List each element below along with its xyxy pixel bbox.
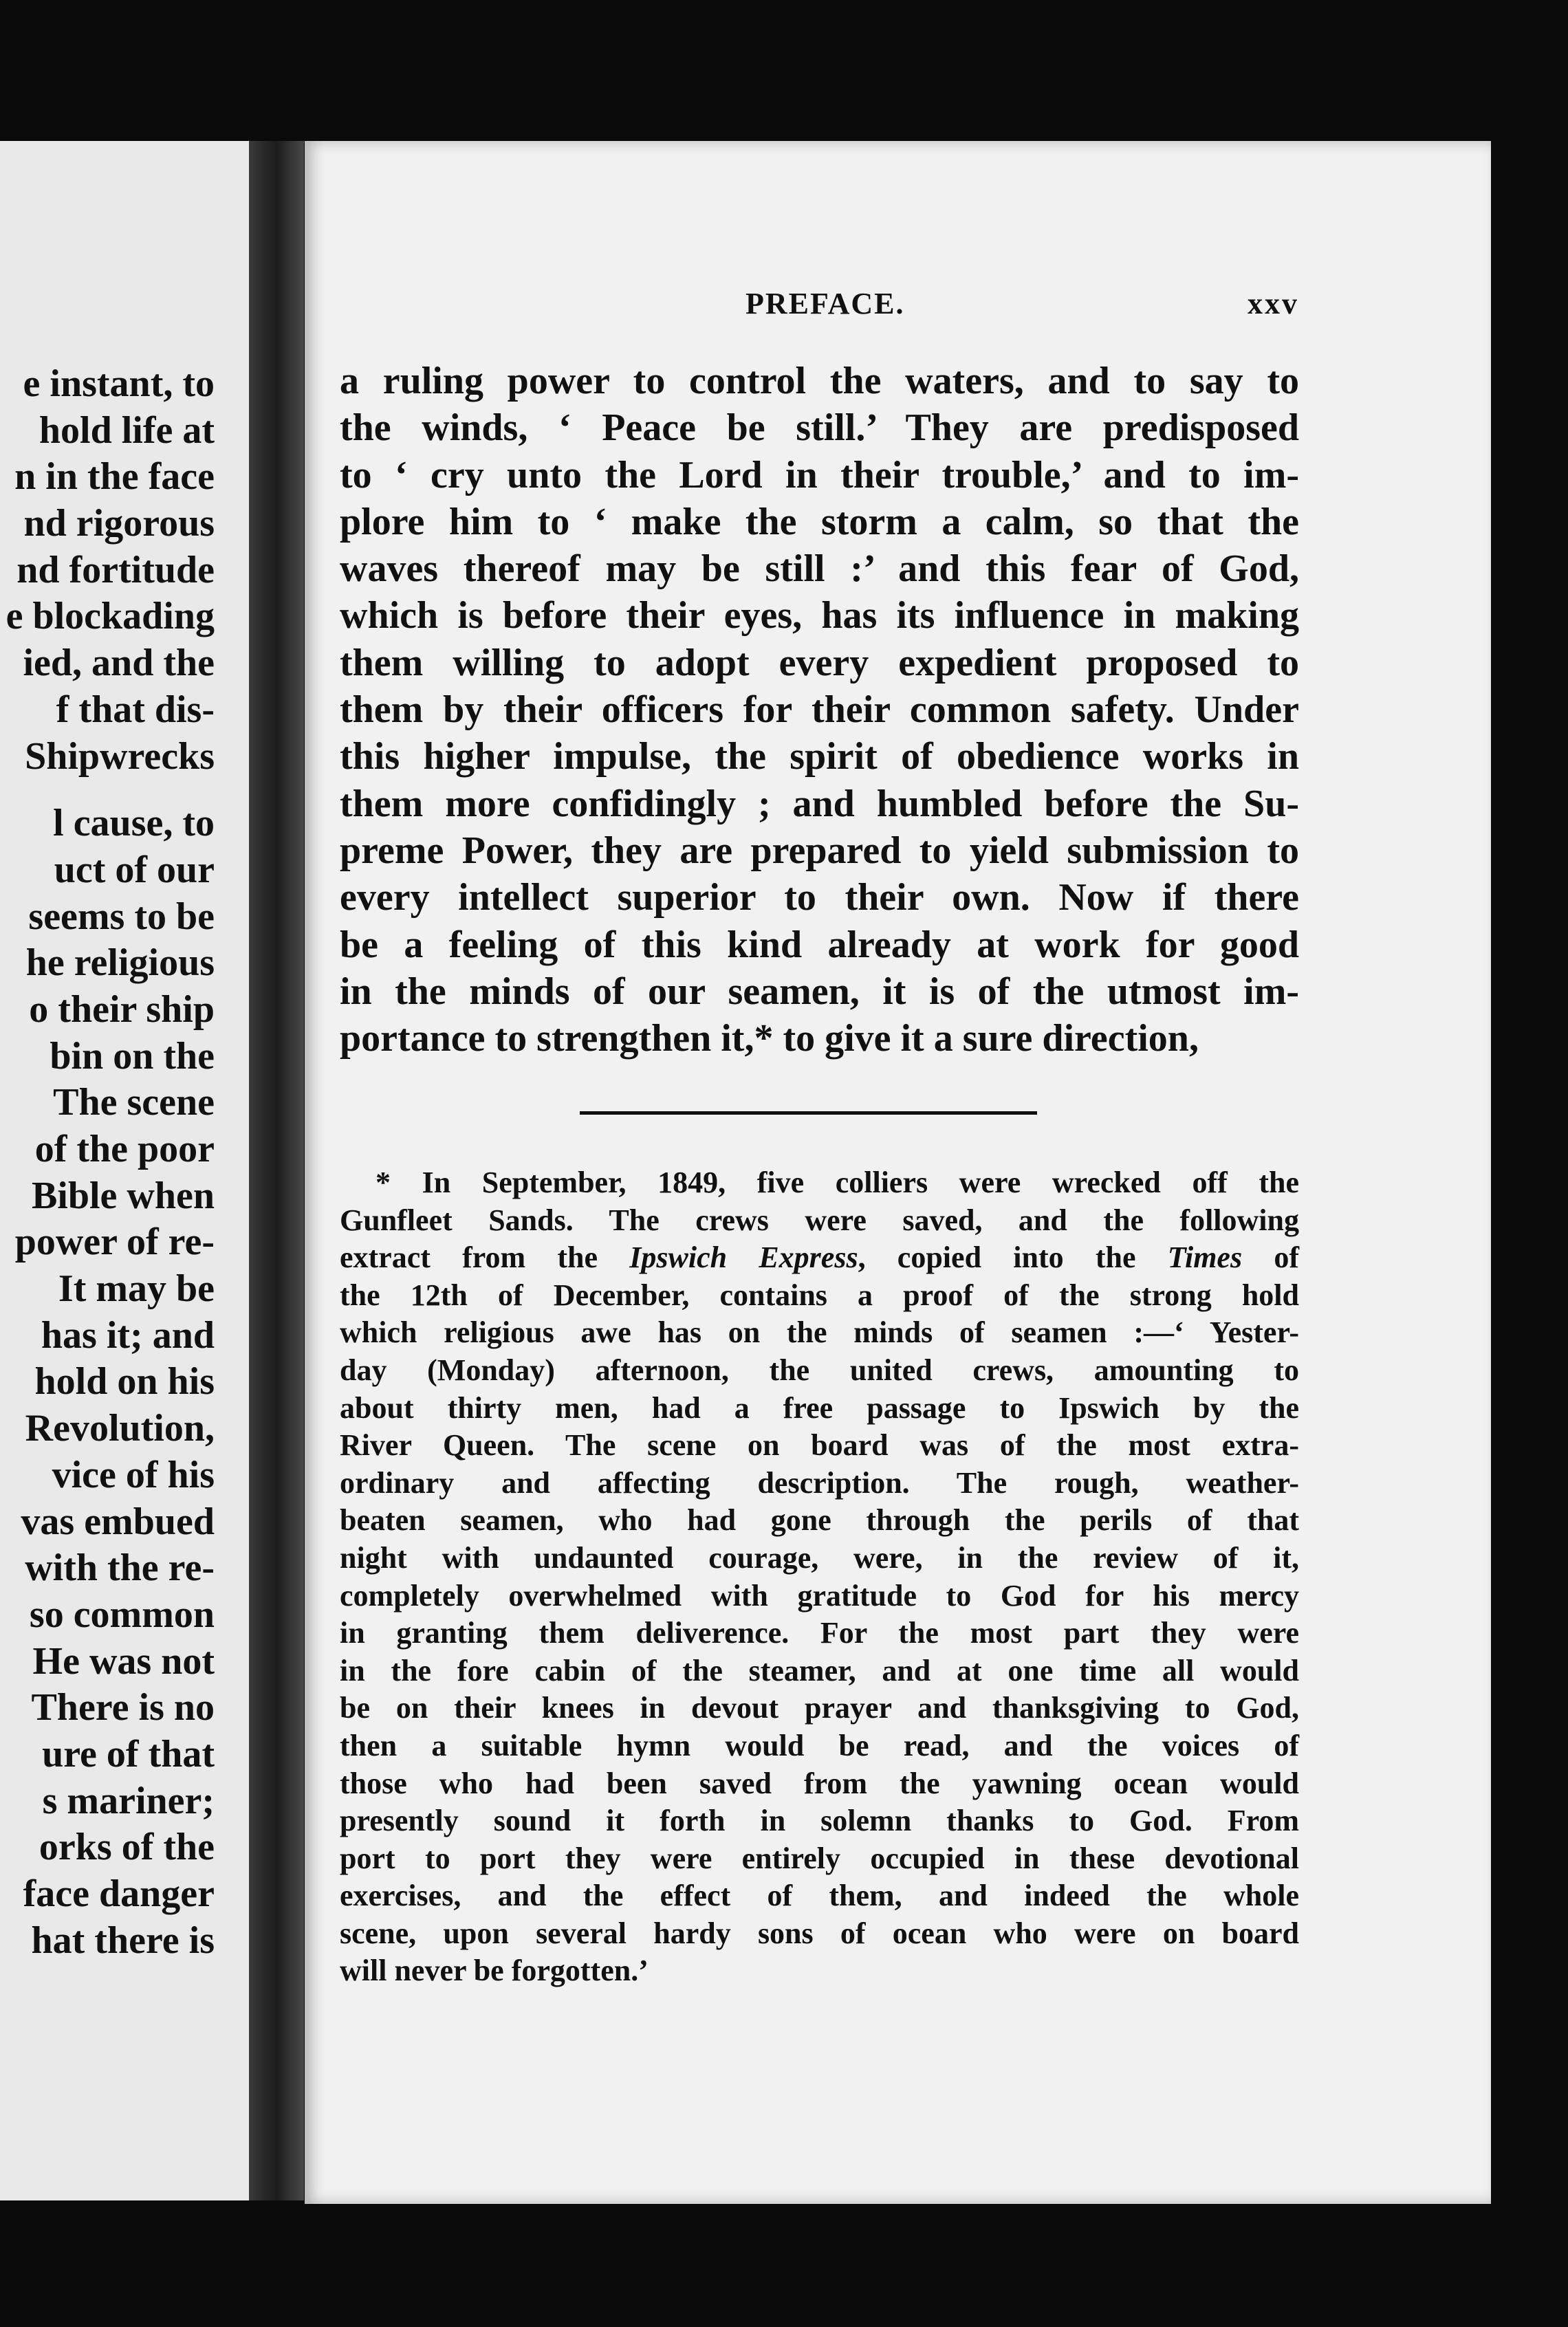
footnote-text: , copied into the: [858, 1241, 1168, 1275]
footnote-line: which religious awe has on the minds of seamen :—‘ Yester-: [340, 1315, 1299, 1350]
left-page-line: There is no: [31, 1686, 215, 1729]
left-page-line: Shipwrecks: [25, 734, 215, 778]
left-page-line: has it; and: [41, 1313, 215, 1357]
text-line: them willing to adopt every expedient proposed to: [340, 641, 1299, 684]
text-line: a ruling power to control the waters, and to say to: [340, 360, 1299, 402]
footnote-line: scene, upon several hardy sons of ocean who were on board: [340, 1916, 1299, 1950]
left-page-line: ied, and the: [23, 642, 215, 685]
newspaper-title: Times: [1167, 1241, 1243, 1275]
footnote-line: in the fore cabin of the steamer, and at one time all would: [340, 1653, 1299, 1687]
left-page-line: orks of the: [39, 1826, 215, 1869]
footnote-line: be on their knees in devout prayer and thanksgiving to God,: [340, 1691, 1299, 1725]
main-text: [340, 358, 1299, 1062]
left-page-line: of the poor: [34, 1128, 215, 1170]
text-line: them by their officers for their common safety. Under: [340, 688, 1299, 732]
left-page-line: bin on the: [50, 1034, 215, 1078]
text-line: preme Power, they are prepared to yield submission to: [340, 829, 1299, 872]
text-line: be a feeling of this kind already at work for good: [340, 923, 1299, 966]
footnote-line: beaten seamen, who had gone through the perils of that: [340, 1503, 1299, 1538]
left-page-line: It may be: [58, 1267, 215, 1311]
footnote-continued: [340, 1277, 1299, 1990]
left-page-line: hold life at: [39, 408, 215, 452]
text-line: which is before their eyes, has its influence in making: [340, 594, 1299, 637]
footnote-line: completely overwhelmed with gratitude to God for his mercy: [340, 1578, 1299, 1613]
footnote-text: of: [1242, 1241, 1299, 1275]
left-page-line: so common: [29, 1593, 215, 1636]
left-page-line: nd fortitude: [17, 548, 215, 591]
footnote-line: about thirty men, had a free passage to Ipswich by the: [340, 1390, 1299, 1425]
footnote-line: ordinary and affecting description. The rough, weather-: [340, 1465, 1299, 1500]
footnote-line: night with undaunted courage, were, in the review of it,: [340, 1540, 1299, 1575]
left-page-line: s mariner;: [42, 1779, 215, 1822]
footnote-line: River Queen. The scene on board was of the most extra-: [340, 1428, 1299, 1463]
left-page-line: with the re-: [25, 1547, 215, 1590]
text-line: portance to strengthen it,* to give it a sure direction,: [340, 1017, 1199, 1060]
left-page-line: e instant, to: [23, 362, 215, 405]
left-page-gap: [0, 780, 215, 800]
text-line: in the minds of our seamen, it is of the utmost im-: [340, 970, 1299, 1013]
text-line: waves thereof may be still :’ and this fear of God,: [340, 547, 1299, 591]
running-header: [745, 283, 1299, 325]
page-number: xxv: [1248, 287, 1299, 320]
left-page-line: hold on his: [34, 1360, 215, 1403]
left-page-line: n in the face: [14, 455, 215, 499]
text-line: this higher impulse, the spirit of obedience works in: [340, 735, 1299, 778]
footnote-line: will never be forgotten.’: [340, 1954, 649, 1988]
left-page-line: face danger: [23, 1872, 215, 1915]
left-page: [0, 141, 249, 2200]
text-line: plore him to ‘ make the storm a calm, so that the: [340, 500, 1299, 543]
footnote-line: then a suitable hymn would be read, and the voices of: [340, 1728, 1299, 1762]
footnote-line: port to port they were entirely occupied in these devotional: [340, 1841, 1299, 1875]
text-line: the winds, ‘ Peace be still.’ They are predisposed: [340, 406, 1299, 450]
footnote-line: * In September, 1849, five colliers were wrecked off the: [375, 1166, 1299, 1199]
left-page-line: e blockading: [6, 595, 215, 638]
footnote-line: [340, 1239, 1299, 1277]
left-page-line: Revolution,: [25, 1407, 215, 1450]
left-page-line: he religious: [25, 941, 215, 985]
left-page-line: f that dis-: [56, 688, 215, 731]
left-page-line: The scene: [53, 1081, 215, 1124]
text-line: to ‘ cry unto the Lord in their trouble,’ and to im-: [340, 453, 1299, 496]
footnote-line: in granting them deliverence. For the most part they were: [340, 1616, 1299, 1650]
running-title: PREFACE.: [745, 287, 905, 320]
left-page-line: uct of our: [54, 848, 215, 891]
footnote-line: the 12th of December, contains a proof of the strong hold: [340, 1278, 1299, 1312]
left-page-line: seems to be: [28, 895, 215, 938]
text-line: every intellect superior to their own. Now if there: [340, 876, 1299, 919]
left-page-line: o their ship: [29, 987, 215, 1031]
left-page-line: He was not: [32, 1639, 215, 1683]
footnote-text: extract from the: [340, 1241, 630, 1275]
left-page-line: ure of that: [42, 1732, 215, 1776]
footnote-rule: [580, 1111, 1037, 1115]
left-page-line: Bible when: [31, 1174, 215, 1217]
left-page-line: vice of his: [52, 1453, 215, 1496]
left-page-line: nd rigorous: [23, 502, 215, 545]
newspaper-title: Ipswich Express: [629, 1241, 858, 1275]
footnote-line: those who had been saved from the yawning ocean would: [340, 1766, 1299, 1800]
footnote-line: presently sound it forth in solemn thanks to God. From: [340, 1804, 1299, 1838]
left-page-line: hat there is: [31, 1919, 215, 1962]
left-page-line: vas embued: [21, 1500, 215, 1543]
footnote-line: Gunfleet Sands. The crews were saved, and the following: [340, 1203, 1299, 1237]
footnote-line: day (Monday) afternoon, the united crews, amounting to: [340, 1353, 1299, 1387]
left-page-line: power of re-: [14, 1221, 215, 1264]
left-page-line: l cause, to: [53, 802, 215, 845]
left-page-text: [0, 361, 215, 1964]
footnote-line: exercises, and the effect of them, and indeed the whole: [340, 1879, 1299, 1913]
footnote: [340, 1164, 1299, 1990]
text-line: them more confidingly ; and humbled before the Su-: [340, 782, 1299, 825]
book-gutter: [249, 141, 304, 2200]
